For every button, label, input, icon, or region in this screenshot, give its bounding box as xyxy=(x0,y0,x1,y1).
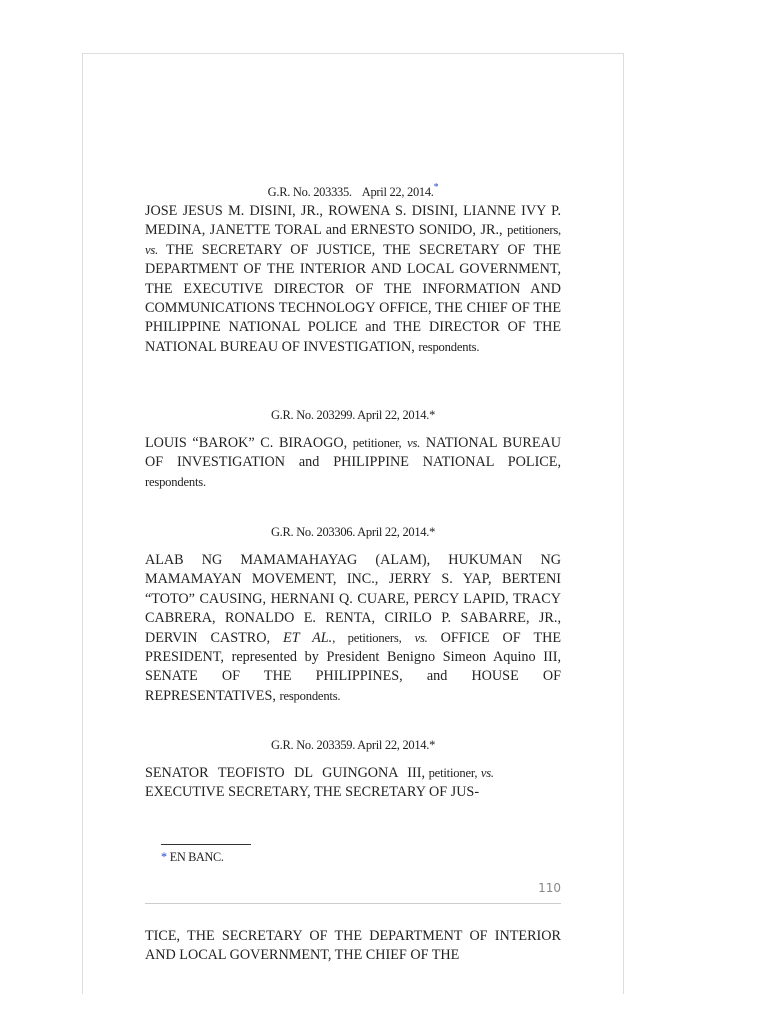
decision-date: April 22, 2014. xyxy=(361,185,434,200)
case-title: ALAB NG MAMAMAHAYAG (ALAM), HUKUMAN NG MAMAMAYAN MOVEMENT, INC., JERRY S. YAP, BERTENI “TOTO” CAUSING, HERNANI Q. CUARE, PERCY LAPID, TRACY CABRERA, RONALDO E. RENTA, CIRILO P. SABARRE, JR., DERVIN CASTRO, ET AL., petitioners, vs. OFFICE OF THE PRESIDENT, represented by President Benigno Simeon Aquino III, SENATE OF THE PHILIPPINES, and HOUSE OF REPRESENTATIVES, respondents. xyxy=(145,552,562,704)
footnote-mark-link[interactable]: * xyxy=(161,850,167,864)
case-heading: G.R. No. 203359. April 22, 2014.* xyxy=(270,738,436,752)
case-title: SENATOR TEOFISTO DL GUINGONA III, petitioner, vs. EXECUTIVE SECRETARY, THE SECRETARY OF JUS- xyxy=(145,765,494,801)
page-number: 110 xyxy=(538,881,561,895)
footnote-divider xyxy=(161,844,251,845)
gr-number: G.R. No. 203335. xyxy=(267,185,352,200)
footnote-text: EN BANC. xyxy=(169,850,224,864)
case-heading: G.R. No. 203306. April 22, 2014.* xyxy=(270,525,436,539)
page-divider xyxy=(145,903,561,904)
case-title: JOSE JESUS M. DISINI, JR., ROWENA S. DISINI, LIANNE IVY P. MEDINA, JANETTE TORAL and ERNESTO SONIDO, JR., petitioners, vs. THE SECRETARY OF JUSTICE, THE SECRETARY OF THE DEPARTMENT OF THE INTERIOR AND LOCAL GOVERNMENT, THE EXECUTIVE DIRECTOR OF THE INFORMATION AND COMMUNICATIONS TECHNOLOGY OFFICE, THE CHIEF OF THE PHILIPPINE NATIONAL POLICE and THE DIRECTOR OF THE NATIONAL BUREAU OF INVESTIGATION, respondents. xyxy=(145,203,562,355)
continuation-text: TICE, THE SECRETARY OF THE DEPARTMENT OF INTERIOR AND LOCAL GOVERNMENT, THE CHIEF OF THE xyxy=(145,928,561,964)
case-heading xyxy=(145,183,561,200)
footnote-ref-link[interactable]: * xyxy=(433,182,439,193)
document-page xyxy=(82,53,624,994)
case-heading: G.R. No. 203299. April 22, 2014.* xyxy=(270,408,436,422)
case-title: LOUIS “BAROK” C. BIRAOGO, petitioner, vs. NATIONAL BUREAU OF INVESTIGATION and PHILIPPINE NATIONAL POLICE, respondents. xyxy=(145,435,561,489)
footnote xyxy=(161,850,224,865)
